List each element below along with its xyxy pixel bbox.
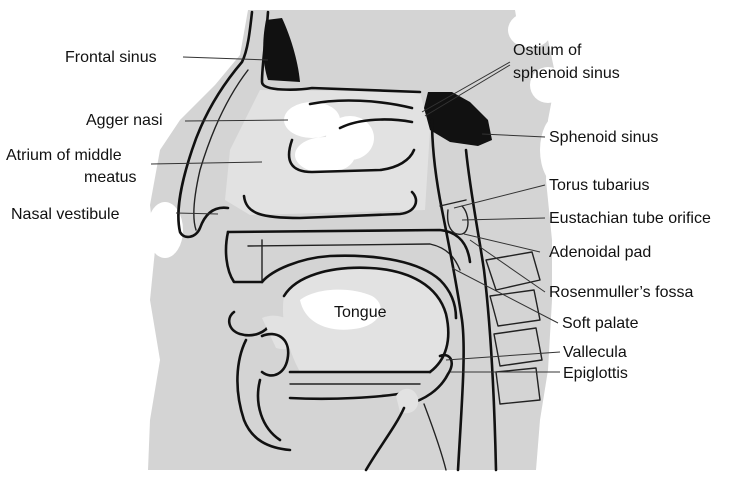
label-rosenmuller-fossa: Rosenmuller’s fossa bbox=[549, 284, 694, 301]
label-atrium-line2: meatus bbox=[84, 169, 137, 186]
label-agger-nasi: Agger nasi bbox=[86, 112, 163, 129]
label-eustachian-orifice: Eustachian tube orifice bbox=[549, 210, 711, 227]
label-atrium-line1: Atrium of middle bbox=[6, 147, 122, 164]
label-nasal-vestibule: Nasal vestibule bbox=[11, 206, 120, 223]
label-soft-palate: Soft palate bbox=[562, 315, 639, 332]
label-ostium-line1: Ostium of bbox=[513, 42, 582, 59]
label-frontal-sinus: Frontal sinus bbox=[65, 49, 157, 66]
label-sphenoid-sinus: Sphenoid sinus bbox=[549, 129, 659, 146]
label-epiglottis: Epiglottis bbox=[563, 365, 628, 382]
label-vallecula: Vallecula bbox=[563, 344, 627, 361]
label-torus-tubarius: Torus tubarius bbox=[549, 177, 650, 194]
label-tongue: Tongue bbox=[334, 304, 387, 321]
label-ostium-line2: sphenoid sinus bbox=[513, 65, 620, 82]
label-adenoidal-pad: Adenoidal pad bbox=[549, 244, 652, 261]
